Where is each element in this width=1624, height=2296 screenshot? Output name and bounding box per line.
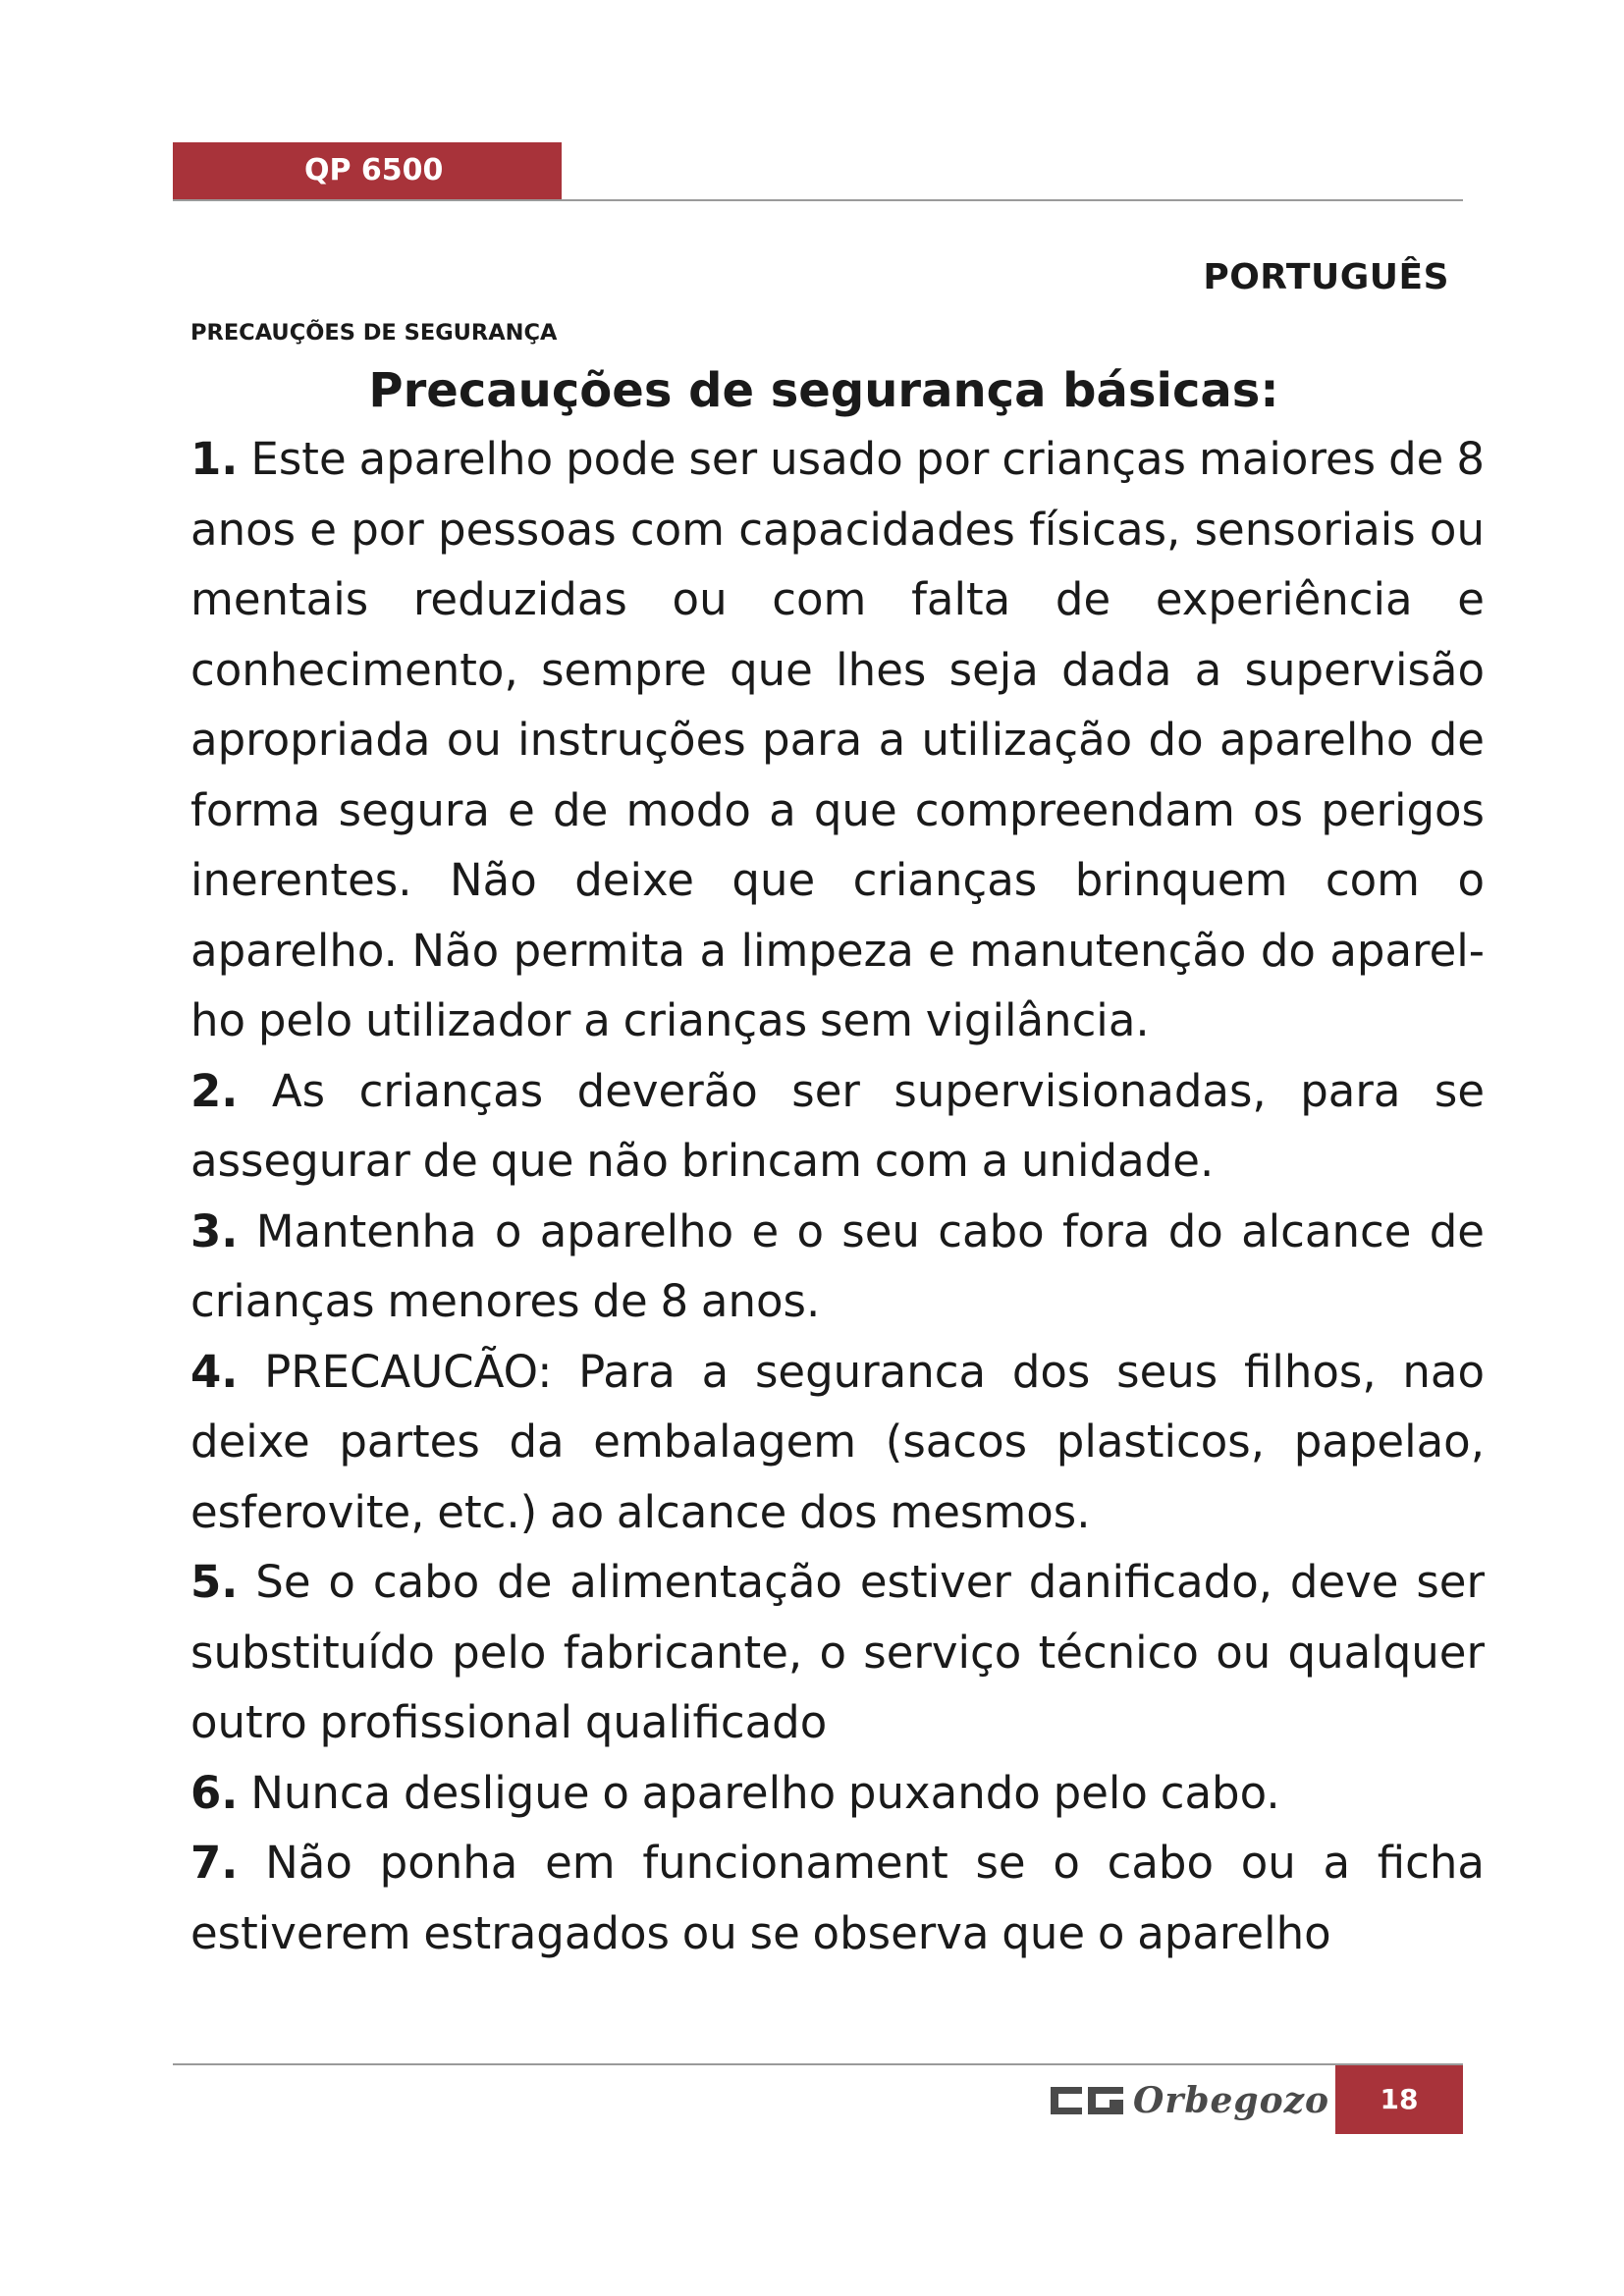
list-item: [190, 1056, 1485, 1197]
item-number: 2.: [190, 1064, 239, 1117]
item-number: 5.: [190, 1556, 239, 1608]
item-text: As crianças deverão ser supervisionadas, para se assegurar de que não brincam com a unidade.: [190, 1064, 1486, 1187]
item-text: PRECAUCÃO: Para a seguranca dos seus filhos, nao deixe partes da embalagem (sacos plasticos, papelao, esferovite, etc.) ao alcance dos mesmos.: [190, 1345, 1485, 1538]
item-number: 6.: [190, 1766, 239, 1819]
item-text: Este aparelho pode ser usado por crianças maiores de 8 anos e por pessoas com capacidades físicas, sensoriais ou mentais reduzidas ou com falta de experiência e conhecimento, sempre que lhes seja dada a supervisão apropriada ou instruções para a utilização do aparelho de forma segura e de modo a que compreendam os perigos inerentes. Não deixe que crianças brinquem com o aparelho. Não permita a limpeza e manutenção do aparel-ho pelo utilizador a crianças sem vigilância.: [190, 433, 1485, 1046]
section-label: PRECAUÇÕES DE SEGURANÇA: [190, 320, 558, 346]
model-header-tab: [173, 142, 562, 199]
brand-logo: [1051, 2073, 1329, 2128]
header-divider: [173, 199, 1463, 201]
brand-mark-icon: [1051, 2085, 1123, 2116]
footer-divider: [173, 2063, 1463, 2065]
precautions-list: [190, 424, 1485, 1968]
list-item: [190, 424, 1485, 1056]
item-number: 7.: [190, 1837, 239, 1889]
list-item: [190, 1828, 1485, 1968]
item-text: Nunca desligue o aparelho puxando pelo cabo.: [250, 1766, 1280, 1819]
list-item: [190, 1547, 1485, 1758]
list-item: [190, 1758, 1485, 1829]
item-text: Não ponha em funcionament se o cabo ou a ficha estiverem estragados ou se observa que o aparelho: [190, 1837, 1485, 1959]
language-label: PORTUGUÊS: [1203, 257, 1449, 297]
item-text: Mantenha o aparelho e o seu cabo fora do alcance de crianças menores de 8 anos.: [190, 1204, 1485, 1327]
item-text: Se o cabo de alimentação estiver danificado, deve ser substituído pelo fabricante, o serviço técnico ou qualquer outro profissional qualificado: [190, 1556, 1485, 1748]
page-title: Precauções de segurança básicas:: [368, 363, 1279, 418]
page-number: 18: [1335, 2065, 1463, 2134]
brand-name: Orbegozo: [1133, 2080, 1330, 2121]
item-number: 4.: [190, 1345, 239, 1398]
item-number: 3.: [190, 1204, 239, 1257]
model-name: QP 6500: [304, 153, 444, 187]
list-item: [190, 1337, 1485, 1548]
item-number: 1.: [190, 433, 239, 485]
list-item: [190, 1197, 1485, 1337]
